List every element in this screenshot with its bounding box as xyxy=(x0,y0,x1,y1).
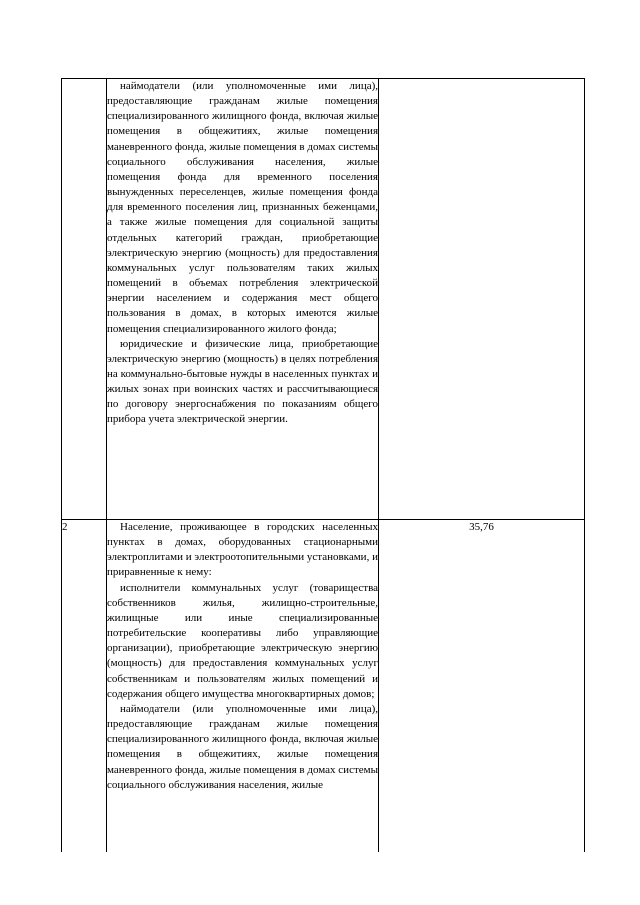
table-row xyxy=(62,520,585,853)
tariff-table xyxy=(61,78,585,852)
paragraph: юридические и физические лица, приобретающие электрическую энергию (мощность) в целях потребления на коммунально-бытовые нужды в населенных пунктах и жилых зонах при воинских частях и рассчитывающиеся по договору энергоснабжения по показаниям общего прибора учета электрической энергии. xyxy=(107,337,378,426)
paragraph: наймодатели (или уполномоченные ими лица), предоставляющие гражданам жилые помещения специализированного жилищного фонда, включая жилые помещения в общежитиях, жилые помещения маневренного фонда, жилые помещения в домах системы социального обслуживания населения, жилые помещения фонда для временного поселения вынужденных переселенцев, жилые помещения фонда для временного поселения лиц, признанных беженцами, а также жилые помещения для социальной защиты отдельных категорий граждан, приобретающие электрическую энергию (мощность) для предоставления коммунальных услуг пользователям таких жилых помещений в объемах потребления электрической энергии населением и содержания мест общего пользования в домах, в которых имеются жилые помещения специализированного жилого фонда; xyxy=(107,80,378,335)
row-number-cell: 2 xyxy=(62,520,107,853)
tariff-value-cell: 35,76 xyxy=(379,520,585,853)
description-cell xyxy=(107,520,379,853)
row-number-cell xyxy=(62,79,107,520)
paragraph: исполнители коммунальных услуг (товарищества собственников жилья, жилищно-строительные, жилищные или иные специализированные потребительские кооперативы либо управляющие организации), приобретающие электрическую энергию (мощность) для предоставления коммунальных услуг собственникам и пользователям жилых помещений и содержания общего имущества многоквартирных домов; xyxy=(107,581,378,700)
tariff-value-cell xyxy=(379,79,585,520)
paragraph: Население, проживающее в городских населенных пунктах в домах, оборудованных стационарными электроплитами и электроотопительными установками, и приравненные к нему: xyxy=(107,521,378,579)
paragraph: наймодатели (или уполномоченные ими лица), предоставляющие гражданам жилые помещения специализированного жилищного фонда, включая жилые помещения в общежитиях, жилые помещения маневренного фонда, жилые помещения в домах системы социального обслуживания населения, жилые xyxy=(107,702,378,791)
table-row xyxy=(62,79,585,520)
description-cell xyxy=(107,79,379,520)
